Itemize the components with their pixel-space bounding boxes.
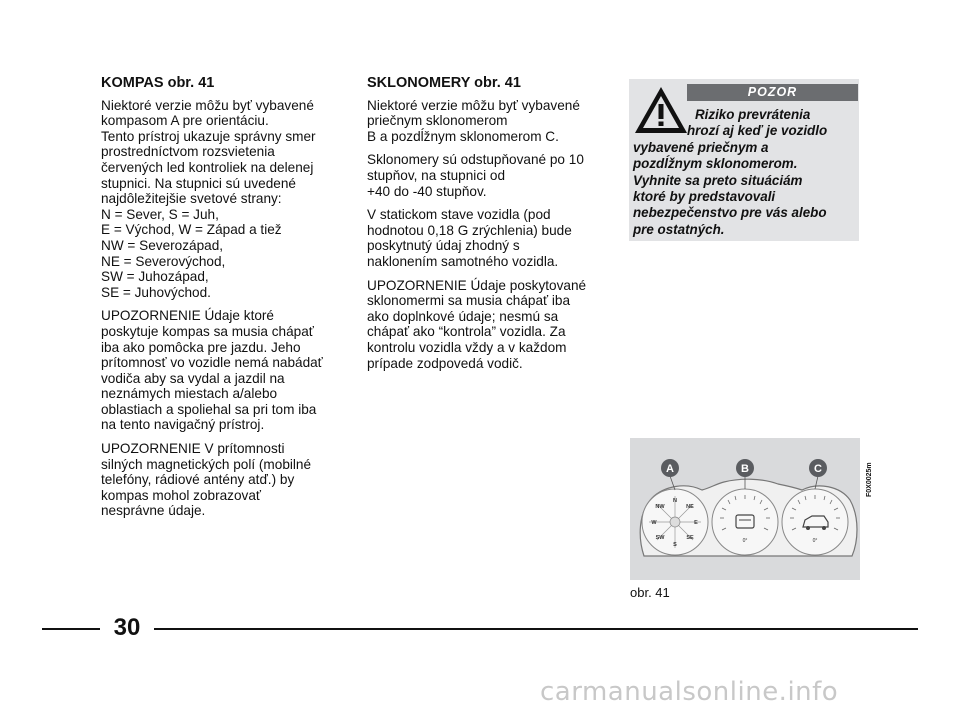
text-line: prostredníctvom rozsvietenia <box>101 144 275 160</box>
compass-mark: S <box>673 542 677 548</box>
text-line: telefóny, rádiové antény atď.) by <box>101 472 295 488</box>
text-line: prítomnosť vo vozidle nemá nabádať <box>101 355 323 371</box>
figure-caption: obr. 41 <box>630 585 670 600</box>
text-line: V statickom stave vozidla (pod <box>367 207 551 223</box>
text-line: kompasom A pre orientáciu. <box>101 113 269 129</box>
text-line: prípade zodpovedá vodič. <box>367 355 523 371</box>
instrument-figure <box>630 438 860 580</box>
footer-rule-left <box>42 628 100 630</box>
angle-label: 0° <box>812 538 818 544</box>
text-line: SW = Juhozápad, <box>101 269 209 285</box>
inclinometer-paragraph-1 <box>367 98 612 145</box>
text-line: oblastiach a spoliehal sa pri tom iba <box>101 401 317 417</box>
text-line: chápať ako “kontrola” vozidla. Za <box>367 324 566 340</box>
inclinometer-paragraph-2 <box>367 152 612 199</box>
text-line: NW = Severozápad, <box>101 237 224 253</box>
warning-line: hrozí aj keď je vozidlo <box>687 123 828 139</box>
compass-mark: E <box>694 520 698 526</box>
text-line: UPOZORNENIE V prítomnosti <box>101 441 285 457</box>
text-line: kompas mohol zobrazovať <box>101 487 261 503</box>
text-line: neznámych miestach a/alebo <box>101 386 278 402</box>
warning-box <box>629 79 859 241</box>
warning-title: POZOR <box>687 84 858 101</box>
inclinometer-heading: SKLONOMERY obr. 41 <box>367 75 521 91</box>
label-a: A <box>666 463 674 475</box>
text-line: ako doplnkové údaje; nesmú sa <box>367 308 559 324</box>
figure-code-text: F0X0025m <box>866 462 873 497</box>
warning-line: Vyhnite sa preto situáciám <box>633 172 803 188</box>
watermark: carmanualsonline.info <box>540 677 839 707</box>
text-line: +40 do -40 stupňov. <box>367 183 487 199</box>
warning-line: nebezpečenstvo pre vás alebo <box>633 205 827 221</box>
compass-paragraph-3 <box>101 441 346 519</box>
text-line: hodnotou 0,18 G zrýchlenia) bude <box>367 222 572 238</box>
text-line: vodiča aby sa vydal a jazdil na <box>101 370 285 386</box>
instrument-cluster-illustration <box>630 438 860 580</box>
inclinometer-paragraph-4 <box>367 278 612 372</box>
compass-mark: N <box>673 498 677 504</box>
compass-paragraph-1 <box>101 98 346 301</box>
text-line: iba ako pomôcka pre jazdu. Jeho <box>101 339 301 355</box>
text-line: poskytnutý údaj zhodný s <box>367 238 520 254</box>
warning-line: pozdĺžnym sklonomerom. <box>633 156 798 172</box>
text-line: nesprávne údaje. <box>101 503 206 519</box>
compass-section <box>101 76 346 527</box>
text-line: najdôležitejšie svetové strany: <box>101 191 282 207</box>
label-c: C <box>814 463 822 475</box>
text-line: sklonomermi sa musia chápať iba <box>367 293 571 309</box>
text-line: stupňov, na stupnici od <box>367 167 506 183</box>
text-line: červených led kontroliek na delenej <box>101 159 314 175</box>
compass-mark: NE <box>686 504 694 510</box>
inclinometer-section <box>367 76 612 379</box>
text-line: naklonením samotného vozidla. <box>367 253 559 269</box>
text-line: UPOZORNENIE Údaje poskytované <box>367 277 587 293</box>
inclinometer-paragraph-3 <box>367 207 612 269</box>
text-line: E = Východ, W = Západ a tiež <box>101 222 282 238</box>
warning-line: pre ostatných. <box>633 221 725 237</box>
warning-text <box>633 107 857 238</box>
compass-heading: KOMPAS obr. 41 <box>101 75 215 91</box>
compass-mark: NW <box>655 504 665 510</box>
warning-line: Riziko prevrátenia <box>695 107 811 122</box>
figure-code <box>862 439 874 499</box>
page-number: 30 <box>113 614 141 641</box>
warning-line: vybavené priečnym a <box>633 139 769 155</box>
compass-mark: SE <box>686 535 694 541</box>
text-line: poskytuje kompas sa musia chápať <box>101 323 314 339</box>
text-line: Niektoré verzie môžu byť vybavené <box>367 97 580 113</box>
text-line: kontrolu vozidla vždy a v každom <box>367 339 567 355</box>
text-line: silných magnetických polí (mobilné <box>101 456 312 472</box>
compass-mark: SW <box>655 535 665 541</box>
text-line: stupnici. Na stupnici sú uvedené <box>101 175 296 191</box>
angle-label: 0° <box>742 538 748 544</box>
text-line: na tento navigačný prístroj. <box>101 417 265 433</box>
text-line: UPOZORNENIE Údaje ktoré <box>101 308 274 324</box>
text-line: SE = Juhovýchod. <box>101 284 211 300</box>
warning-line: ktoré by predstavovali <box>633 189 776 205</box>
label-b: B <box>741 463 749 475</box>
text-line: B a pozdĺžnym sklonomerom C. <box>367 128 559 144</box>
text-line: priečnym sklonomerom <box>367 113 508 129</box>
compass-mark: W <box>651 520 657 526</box>
compass-paragraph-2 <box>101 308 346 433</box>
text-line: Tento prístroj ukazuje správny smer <box>101 128 316 144</box>
text-line: Sklonomery sú odstupňované po 10 <box>367 152 584 168</box>
text-line: Niektoré verzie môžu byť vybavené <box>101 97 314 113</box>
footer-rule-right <box>154 628 918 630</box>
text-line: N = Sever, S = Juh, <box>101 206 219 222</box>
text-line: NE = Severovýchod, <box>101 253 226 269</box>
